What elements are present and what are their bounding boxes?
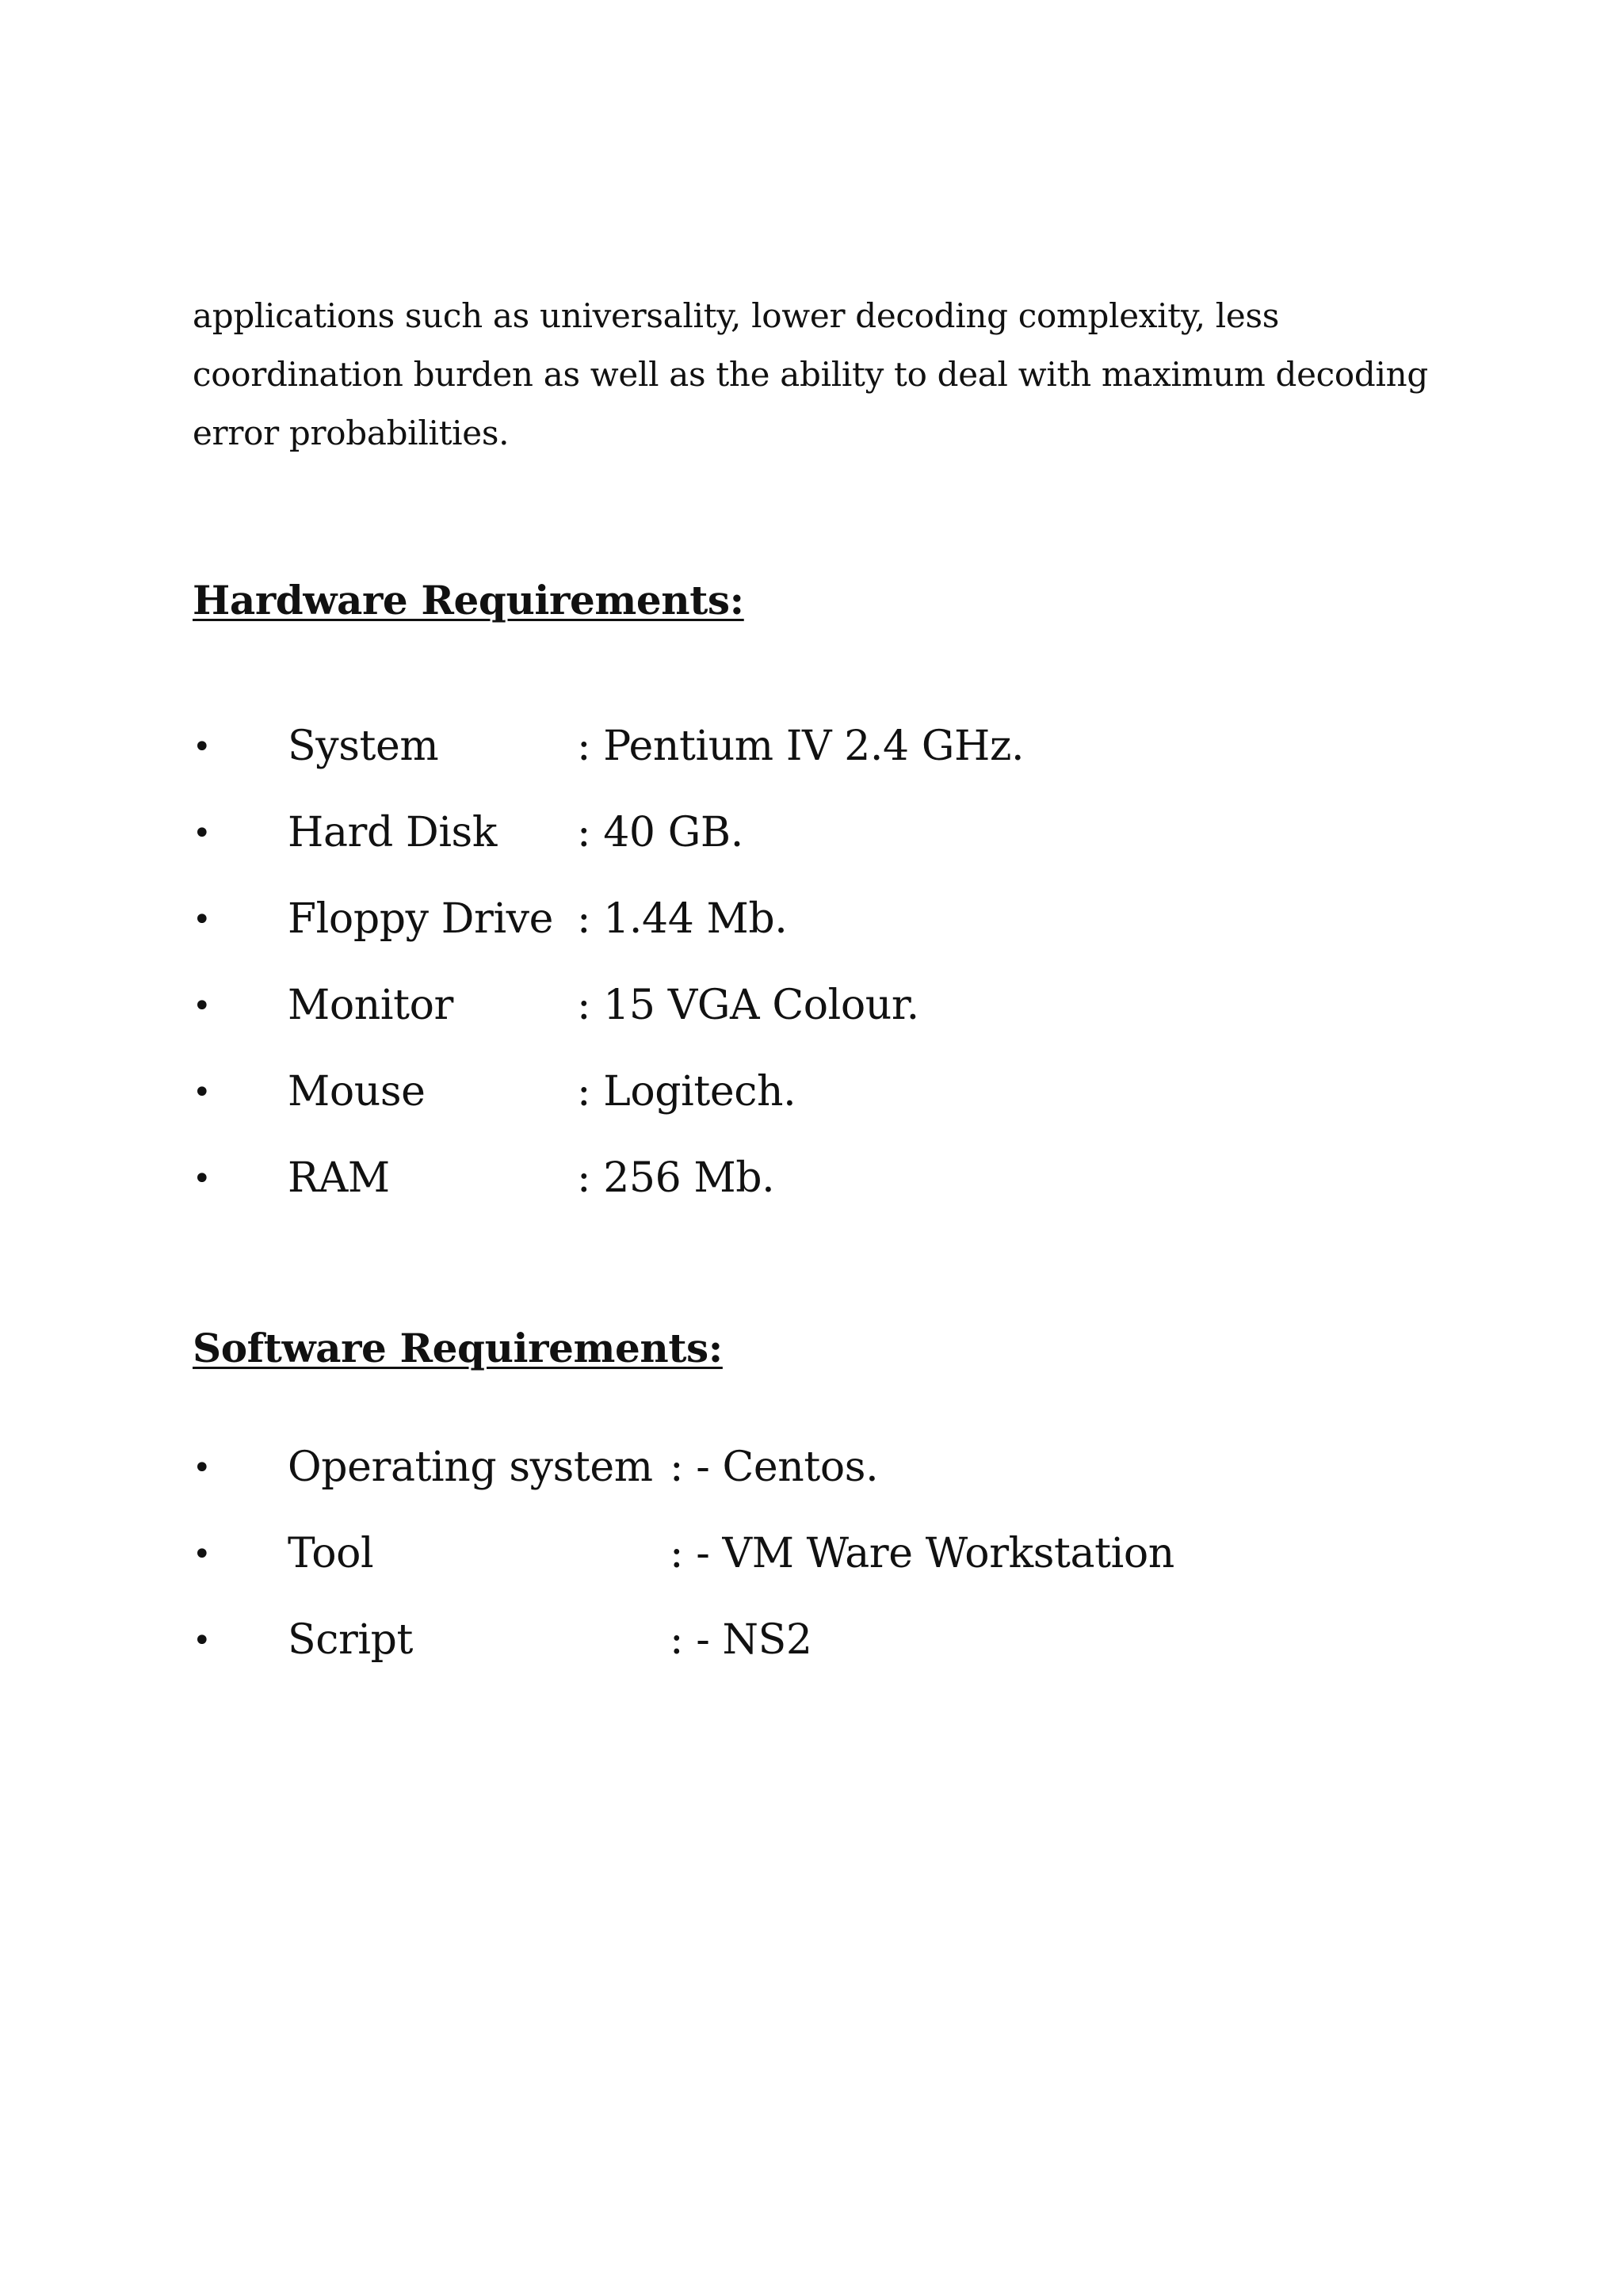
software-requirements-heading: Software Requirements: (193, 1325, 723, 1371)
requirement-label: Mouse (288, 1068, 426, 1116)
requirement-value: : 256 Mb. (577, 1154, 775, 1202)
bullet-icon: • (193, 729, 212, 765)
requirement-label: RAM (288, 1154, 390, 1202)
intro-paragraph (193, 287, 1461, 463)
intro-line: error probabilities. (193, 414, 510, 452)
requirement-value: : 15 VGA Colour. (577, 982, 919, 1029)
bullet-icon: • (193, 1161, 212, 1197)
requirement-label: System (288, 723, 439, 770)
requirement-label: Floppy Drive (288, 895, 554, 943)
requirement-value: : 40 GB. (577, 809, 743, 856)
requirement-value: : Logitech. (577, 1068, 796, 1116)
bullet-icon: • (193, 1536, 212, 1573)
bullet-icon: • (193, 1074, 212, 1111)
requirement-value: : - NS2 (670, 1616, 812, 1664)
hardware-requirements-heading: Hardware Requirements: (193, 577, 744, 624)
requirement-value: : Pentium IV 2.4 GHz. (577, 723, 1025, 770)
requirement-label: Monitor (288, 982, 453, 1029)
requirement-value: : - VM Ware Workstation (670, 1530, 1174, 1577)
intro-line: applications such as universality, lower decoding complexity, less (193, 296, 1279, 335)
requirement-label: Operating system (288, 1444, 653, 1491)
requirement-label: Script (288, 1616, 414, 1664)
bullet-icon: • (193, 902, 212, 938)
bullet-icon: • (193, 1450, 212, 1486)
requirement-value: : 1.44 Mb. (577, 895, 788, 943)
intro-line: coordination burden as well as the ability to deal with maximum decoding (193, 355, 1428, 394)
bullet-icon: • (193, 1623, 212, 1659)
requirement-label: Tool (288, 1530, 374, 1577)
bullet-icon: • (193, 988, 212, 1024)
requirement-value: : - Centos. (670, 1444, 879, 1491)
requirement-label: Hard Disk (288, 809, 497, 856)
bullet-icon: • (193, 815, 212, 852)
